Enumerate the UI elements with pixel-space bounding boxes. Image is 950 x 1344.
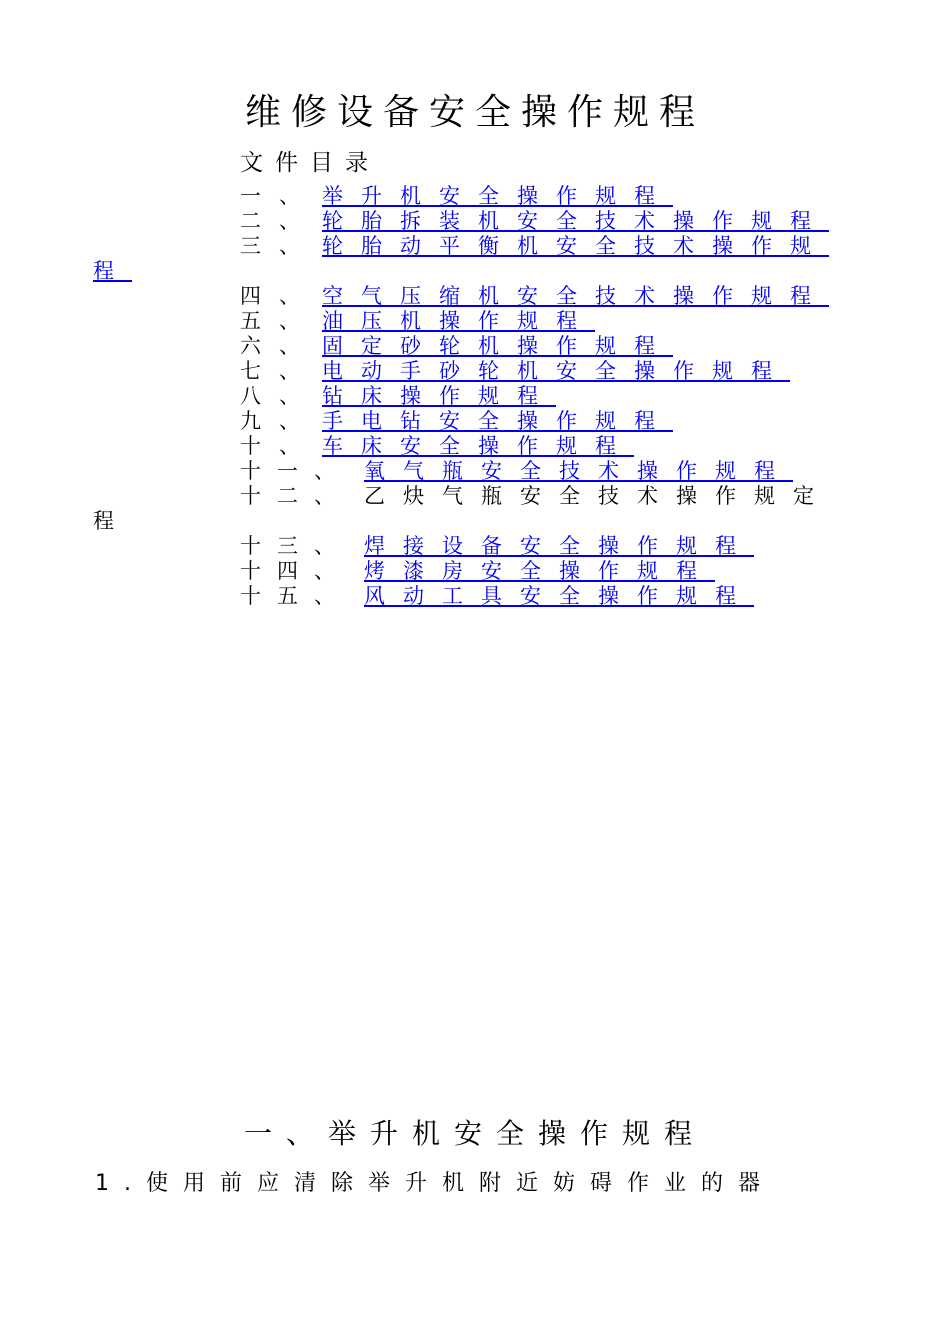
toc-number: 五、 bbox=[240, 309, 318, 333]
toc-number: 七、 bbox=[240, 359, 318, 383]
document-title: 维修设备安全操作规程 bbox=[244, 92, 705, 133]
toc-item[interactable] bbox=[0, 184, 950, 209]
toc-item[interactable] bbox=[0, 534, 950, 559]
toc-link[interactable]: 油压机操作规程 bbox=[322, 309, 595, 333]
paragraph: 1.使用前应清除举升机附近妨碍作业的器 bbox=[95, 1171, 775, 1196]
toc-number: 九、 bbox=[240, 409, 318, 433]
toc-link-wrap[interactable]: 程 bbox=[93, 259, 132, 283]
toc-item[interactable] bbox=[0, 584, 950, 609]
toc-item[interactable] bbox=[0, 459, 950, 484]
toc-item[interactable] bbox=[0, 209, 950, 234]
toc-number: 十、 bbox=[240, 434, 318, 458]
table-of-contents bbox=[0, 184, 950, 609]
toc-item[interactable] bbox=[0, 384, 950, 409]
toc-link[interactable]: 风动工具安全操作规程 bbox=[364, 584, 754, 608]
toc-text: 乙炔气瓶安全技术操作规定 bbox=[364, 484, 832, 508]
section-heading: 一、举升机安全操作规程 bbox=[243, 1117, 706, 1150]
toc-link[interactable]: 空气压缩机安全技术操作规程 bbox=[322, 284, 829, 308]
toc-number: 十二、 bbox=[240, 484, 351, 508]
toc-number: 二、 bbox=[240, 209, 318, 233]
toc-link[interactable]: 钻床操作规程 bbox=[322, 384, 556, 408]
toc-number: 一、 bbox=[240, 184, 318, 208]
toc-number: 六、 bbox=[240, 334, 318, 358]
toc-link[interactable]: 固定砂轮机操作规程 bbox=[322, 334, 673, 358]
toc-item[interactable] bbox=[0, 359, 950, 384]
toc-item[interactable] bbox=[0, 334, 950, 359]
toc-number: 十一、 bbox=[240, 459, 351, 483]
toc-title: 文件目录 bbox=[240, 150, 380, 176]
toc-item[interactable] bbox=[0, 234, 950, 259]
toc-link[interactable]: 电动手砂轮机安全操作规程 bbox=[322, 359, 790, 383]
toc-item[interactable] bbox=[0, 409, 950, 434]
toc-item[interactable] bbox=[0, 559, 950, 584]
toc-link[interactable]: 手电钻安全操作规程 bbox=[322, 409, 673, 433]
toc-item[interactable] bbox=[0, 284, 950, 309]
toc-number: 三、 bbox=[240, 234, 318, 258]
toc-link[interactable]: 轮胎拆装机安全技术操作规程 bbox=[322, 209, 829, 233]
toc-number: 十四、 bbox=[240, 559, 351, 583]
toc-number: 四、 bbox=[240, 284, 318, 308]
toc-item-wrap[interactable] bbox=[0, 259, 950, 284]
toc-link[interactable]: 车床安全操作规程 bbox=[322, 434, 634, 458]
toc-item[interactable] bbox=[0, 309, 950, 334]
toc-link[interactable]: 氧气瓶安全技术操作规程 bbox=[364, 459, 793, 483]
toc-number: 十五、 bbox=[240, 584, 351, 608]
toc-link[interactable]: 焊接设备安全操作规程 bbox=[364, 534, 754, 558]
toc-link[interactable]: 轮胎动平衡机安全技术操作规 bbox=[322, 234, 829, 258]
toc-number: 十三、 bbox=[240, 534, 351, 558]
toc-item[interactable] bbox=[0, 434, 950, 459]
toc-number: 八、 bbox=[240, 384, 318, 408]
toc-text-wrap: 程 bbox=[93, 509, 132, 533]
toc-item-wrap bbox=[0, 509, 950, 534]
toc-link[interactable]: 烤漆房安全操作规程 bbox=[364, 559, 715, 583]
toc-item bbox=[0, 484, 950, 509]
toc-link[interactable]: 举升机安全操作规程 bbox=[322, 184, 673, 208]
